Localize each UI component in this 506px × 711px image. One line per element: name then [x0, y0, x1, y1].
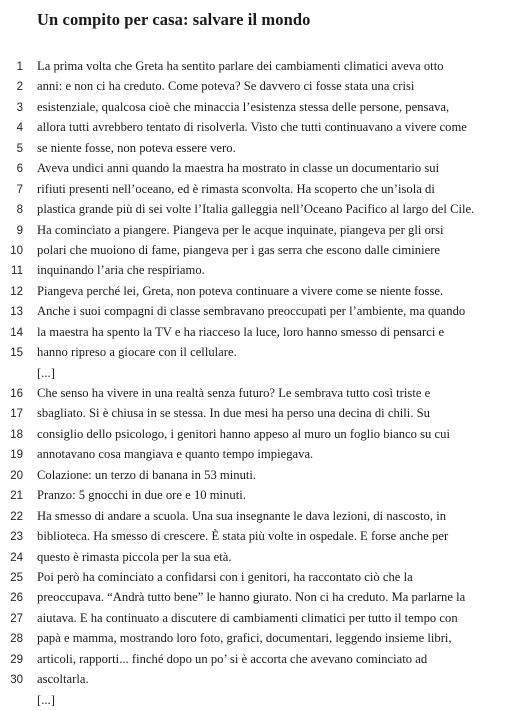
text-line	[0, 527, 506, 547]
text-line	[0, 343, 506, 363]
line-text: questo è rimasta piccola per la sua età.	[37, 549, 232, 564]
line-text: la maestra ha spento la TV e ha riacceso la luce, loro hanno smesso di pensarci e	[37, 324, 445, 339]
line-text: anni: e non ci ha creduto. Come poteva? Se davvero ci fosse stata una crisi	[37, 79, 415, 94]
text-line	[0, 486, 506, 506]
line-number: 14	[10, 326, 23, 339]
text-line	[0, 466, 506, 486]
line-text: plastica grande più di sei volte l’Italia galleggia nell’Oceano Pacifico al largo del Cile.	[37, 202, 475, 217]
line-number: 21	[10, 490, 23, 503]
line-text: Poi però ha cominciato a confidarsi con i genitori, ha raccontato ciò che la	[37, 569, 413, 584]
text-line	[0, 241, 506, 261]
text-body	[0, 57, 506, 711]
text-line	[0, 384, 506, 404]
text-line	[0, 588, 506, 608]
line-number: 29	[10, 653, 23, 666]
line-text: rifiuti presenti nell’oceano, ed è rimasta sconvolta. Ha scoperto che un’isola di	[37, 181, 435, 196]
document-title: Un compito per casa: salvare il mondo	[37, 10, 311, 29]
line-text: consiglio dello psicologo, i genitori hanno appeso al muro un foglio bianco su cui	[37, 426, 450, 441]
line-number: 22	[10, 510, 23, 523]
line-number: 25	[10, 571, 23, 584]
line-text: esistenziale, qualcosa cioè che minaccia l’esistenza stessa delle persone, pensava,	[37, 99, 450, 114]
line-text: Pranzo: 5 gnocchi in due ore e 10 minuti.	[37, 488, 246, 503]
text-line	[0, 404, 506, 424]
text-line	[0, 507, 506, 527]
text-line	[0, 629, 506, 649]
line-text: La prima volta che Greta ha sentito parlare dei cambiamenti climatici aveva otto	[37, 59, 444, 73]
line-number: 5	[16, 142, 23, 155]
text-line	[0, 57, 506, 77]
text-line	[0, 323, 506, 343]
line-number: 30	[10, 674, 23, 687]
line-text: Che senso ha vivere in una realtà senza futuro? Le sembrava tutto così triste e	[37, 386, 431, 400]
text-line	[0, 445, 506, 465]
text-line	[0, 650, 506, 670]
text-line	[0, 261, 506, 281]
line-number: 28	[10, 633, 23, 646]
line-number: 16	[10, 388, 23, 400]
line-number: 10	[10, 244, 23, 257]
line-text: se niente fosse, non poteva essere vero.	[37, 140, 236, 155]
line-number: 15	[10, 347, 23, 360]
line-text: Colazione: un terzo di banana in 53 minuti.	[37, 467, 257, 482]
line-text: biblioteca. Ha smesso di crescere. È stata più volte in ospedale. E forse anche per	[37, 529, 449, 544]
line-number: 12	[10, 285, 23, 298]
line-text: aiutava. E ha continuato a discutere di cambiamenti climatici per tutto il tempo con	[37, 610, 458, 625]
text-line	[0, 691, 506, 711]
line-text: hanno ripreso a giocare con il cellulare.	[37, 345, 237, 360]
text-line	[0, 609, 506, 629]
text-line	[0, 200, 506, 220]
line-text: allora tutti avrebbero tentato di risolverla. Visto che tutti continuavano a vivere come	[37, 120, 467, 135]
line-number: 19	[10, 449, 23, 462]
line-text: articoli, rapporti... finché dopo un po’ si è accorta che avevano cominciato ad	[37, 651, 428, 666]
line-number: 2	[16, 81, 23, 94]
text-line	[0, 98, 506, 118]
line-number: 3	[16, 101, 23, 114]
line-text: inquinando l’aria che respiriamo.	[37, 263, 205, 278]
line-number: 1	[16, 61, 23, 73]
line-text: Aveva undici anni quando la maestra ha mostrato in classe un documentario sui	[37, 161, 440, 176]
line-number: 8	[16, 204, 23, 217]
text-line	[0, 568, 506, 588]
text-line	[0, 670, 506, 690]
line-number: 4	[16, 122, 23, 135]
line-number: 18	[10, 428, 23, 441]
line-text: Ha smesso di andare a scuola. Una sua insegnante le dava lezioni, di nascosto, in	[37, 508, 447, 523]
line-number: 26	[10, 592, 23, 605]
line-text: [...]	[37, 692, 55, 707]
line-number: 11	[11, 265, 23, 278]
line-text: polari che muoiono di fame, piangeva per i gas serra che escono dalle ciminiere	[37, 242, 441, 257]
line-number: 24	[10, 551, 23, 564]
line-number: 27	[10, 612, 23, 625]
text-line	[0, 364, 506, 384]
line-number: 20	[10, 469, 23, 482]
text-line	[0, 139, 506, 159]
line-text: Ha cominciato a piangere. Piangeva per le acque inquinate, piangeva per gli orsi	[37, 222, 444, 237]
text-line	[0, 302, 506, 322]
line-text: Piangeva perché lei, Greta, non poteva continuare a vivere come se niente fosse.	[37, 283, 444, 298]
text-line	[0, 118, 506, 138]
text-line	[0, 425, 506, 445]
text-line	[0, 548, 506, 568]
line-number: 23	[10, 531, 23, 544]
line-number: 17	[10, 408, 23, 421]
text-line	[0, 77, 506, 97]
line-text: Anche i suoi compagni di classe sembravano preoccupati per l’ambiente, ma quando	[37, 304, 466, 319]
line-text: sbagliato. Si è chiusa in se stessa. In due mesi ha perso una decina di chili. Su	[37, 406, 430, 421]
text-line	[0, 180, 506, 200]
line-number: 7	[16, 183, 23, 196]
line-text: preoccupava. “Andrà tutto bene” le hanno giurato. Non ci ha creduto. Ma parlarne la	[37, 590, 466, 605]
line-number: 13	[10, 306, 23, 319]
text-line	[0, 221, 506, 241]
text-line	[0, 159, 506, 179]
line-number: 6	[16, 163, 23, 176]
line-number: 9	[16, 224, 23, 237]
text-line	[0, 282, 506, 302]
line-text: annotavano cosa mangiava e quanto tempo impiegava.	[37, 447, 314, 462]
line-text: [...]	[37, 365, 55, 380]
line-text: ascoltarla.	[37, 672, 89, 687]
line-text: papà e mamma, mostrando loro foto, grafici, documentari, leggendo insieme libri,	[37, 631, 452, 646]
